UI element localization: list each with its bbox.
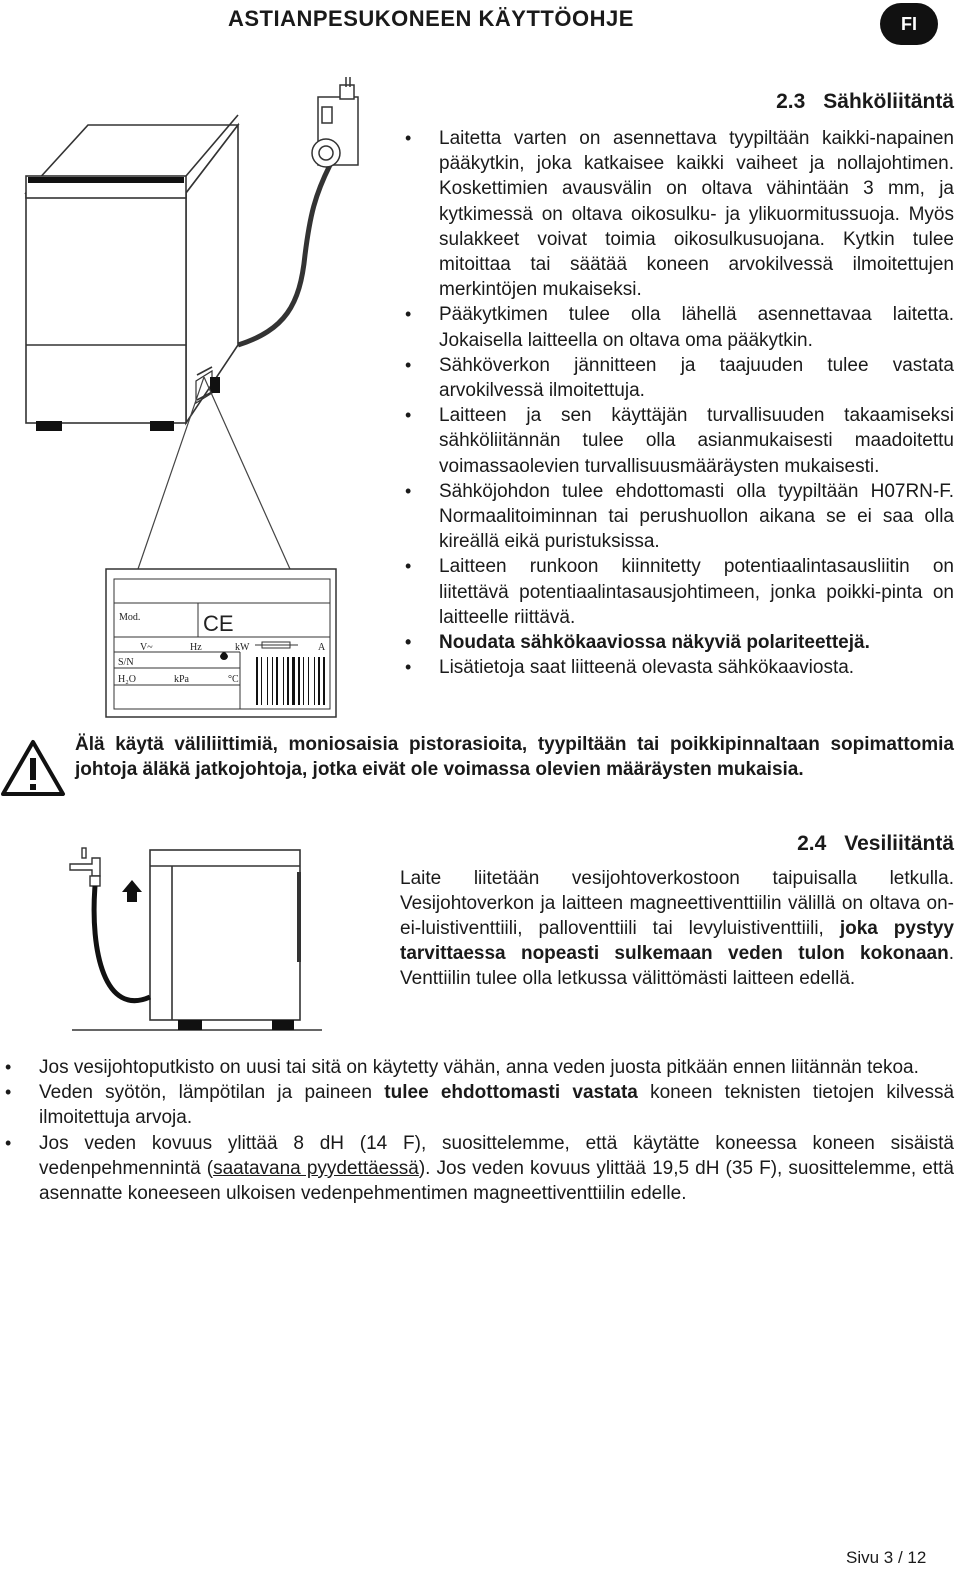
plate-v-label: V~ [140,642,153,653]
list-item: • Lisätietoja saat liitteenä olevasta sähkökaaviosta. [439,655,954,680]
barcode-bar [272,657,273,705]
plate-c-label: °C [228,674,239,685]
water-paragraph [400,866,954,991]
dishwasher-electrical-illustration [0,75,370,725]
warning-triangle-icon [0,738,66,798]
electric-bullet-list [439,126,954,680]
barcode-bar [283,657,284,705]
machine-foot-left [36,421,62,431]
language-badge: FI [880,3,938,45]
water-text: Laite liitetään vesijohtoverkostoon taipuisalla letkulla. Vesijohtoverkon ja laitteen magneettiventtiilin välillä on oltava on-ei-luistiventtiili, palloventtiili tai levyluistiventtiili, [400,868,954,939]
water-text-bold: joka pystyy tarvittaessa nopeasti sulkemaan veden tulon kokonaan [400,918,955,964]
arrow-up-icon [122,880,142,902]
document-title: ASTIANPESUKONEEN KÄYTTÖOHJE [228,6,634,31]
barcode-bar [303,657,304,705]
list-item: • Noudata sähkökaaviossa näkyviä polariteettejä. [439,630,954,655]
section-title: Sähköliitäntä [823,90,954,113]
barcode-bar [298,657,300,705]
machine-foot-right [272,1020,294,1030]
plate-hz-label: Hz [190,642,202,653]
section-number: 2.3 [776,90,806,113]
section-heading-water [600,832,954,856]
plate-a-label: A [318,642,326,653]
text: koneen teknisten tietojen kilvessä ilmoitettuja arvoja. [39,1082,955,1129]
barcode-bar [267,657,268,705]
text-bold: tulee ehdottomasti vastata [384,1082,638,1104]
main-switch-icon [312,77,358,167]
barcode-bar [308,657,309,705]
barcode-bar [276,657,278,705]
water-tap-icon [70,848,100,886]
barcode-bar [287,657,289,705]
plate-mod-label: Mod. [119,612,141,623]
text: ). Jos veden kovuus ylittää 19,5 dH (35 F), suosittelemme, että asennatte koneeseen ulkoisen vedenpehmentimen magneettiventtiilin edelle. [39,1157,954,1205]
water-hose [94,886,150,1001]
barcode-bar [323,657,325,705]
list-item [39,1131,954,1207]
ce-mark: CE [203,611,234,636]
warning-text: Älä käytä väliliittimiä, moniosaisia pistorasioita, tyypiltään tai poikkipinnaltaan sopimattomia johtoja äläkä jatkojohtoja, jotka eivät ole voimassa olevien määräysten mukaisia. [75,734,954,780]
machine-foot-back [210,377,220,393]
plate-h2o-label: H₂O [118,674,136,685]
list-item: • Jos vesijohtoputkisto on uusi tai sitä on käytetty vähän, anna veden juosta pitkään ennen liitännän tekoa. [39,1055,954,1080]
section-number: 2.4 [797,832,827,855]
list-item: • Sähköverkon jännitteen ja taajuuden tulee vastata arvokilvessä ilmoitettuja. [439,353,954,403]
power-cable [238,165,330,345]
plate-kpa-label: kPa [174,674,189,685]
barcode-bar [318,657,320,705]
machine-foot-right [150,421,174,431]
section-title: Vesiliitäntä [844,832,954,855]
text: Jos veden kovuus ylittää 8 dH (14 F), suosittelemme, että käytätte koneessa koneen sisäistä vedenpehmennintä ( [39,1132,954,1179]
section-heading-electric [600,90,954,114]
water-bullet-list [39,1055,954,1206]
dishwasher-water-illustration [60,842,330,1037]
list-item: • Laitetta varten on asennettava tyypiltään kaikki-napainen pääkytkin, joka katkaisee kaikki vaiheet ja nollajohtimen. Koskettimien avausvälin on oltava vähintään 3 mm, ja kytkimessä on oltava oikosulku- ja ylikuormitussuoja. Myös sulakkeet voivat toimia oikosulkusuojana. Kytkin tulee mitoittaa tai säätää koneen arvokilvessä ilmoitettujen merkintöjen mukaiseksi. [439,126,954,302]
list-item: • Sähköjohdon tulee ehdottomasti olla tyypiltään H07RN-F. Normaalitoiminnan tai perushuollon aikana se ei saa olla kireällä eikä puristuksissa. [439,479,954,555]
list-item [39,1080,954,1130]
text: Veden syötön, lämpötilan ja paineen [39,1082,385,1104]
machine-foot-left [178,1020,202,1030]
list-item: • Pääkytkimen tulee olla lähellä asennettavaa laitetta. Jokaisella laitteella on oltava oma pääkytkin. [439,302,954,352]
list-item: • Laitteen runkoon kiinnitetty potentiaalintasausliitin on liitettävä potentiaalintasausjohtimeen, jonka poikki-pinta on laitteelle riittävä. [439,554,954,630]
page-number: Sivu 3 / 12 [846,1548,927,1567]
barcode-bar [261,657,262,705]
water-text-end: . Venttiilin tulee olla letkussa välittömästi laitteen edellä. [400,943,954,989]
barcode-bar [256,657,258,705]
text-underlined: saatavana pyydettäessä [213,1157,419,1179]
barcode-bar [314,657,315,705]
list-item: • Laitteen ja sen käyttäjän turvallisuuden takaamiseksi sähköliitännän tulee olla asianmukaisesti maadoitettu voimassaolevien turvallisuusmääräysten mukaisesti. [439,403,954,479]
plate-sn-label: S/N [118,657,134,668]
barcode-bar [292,657,295,705]
plate-kw-label: kW [235,642,250,653]
